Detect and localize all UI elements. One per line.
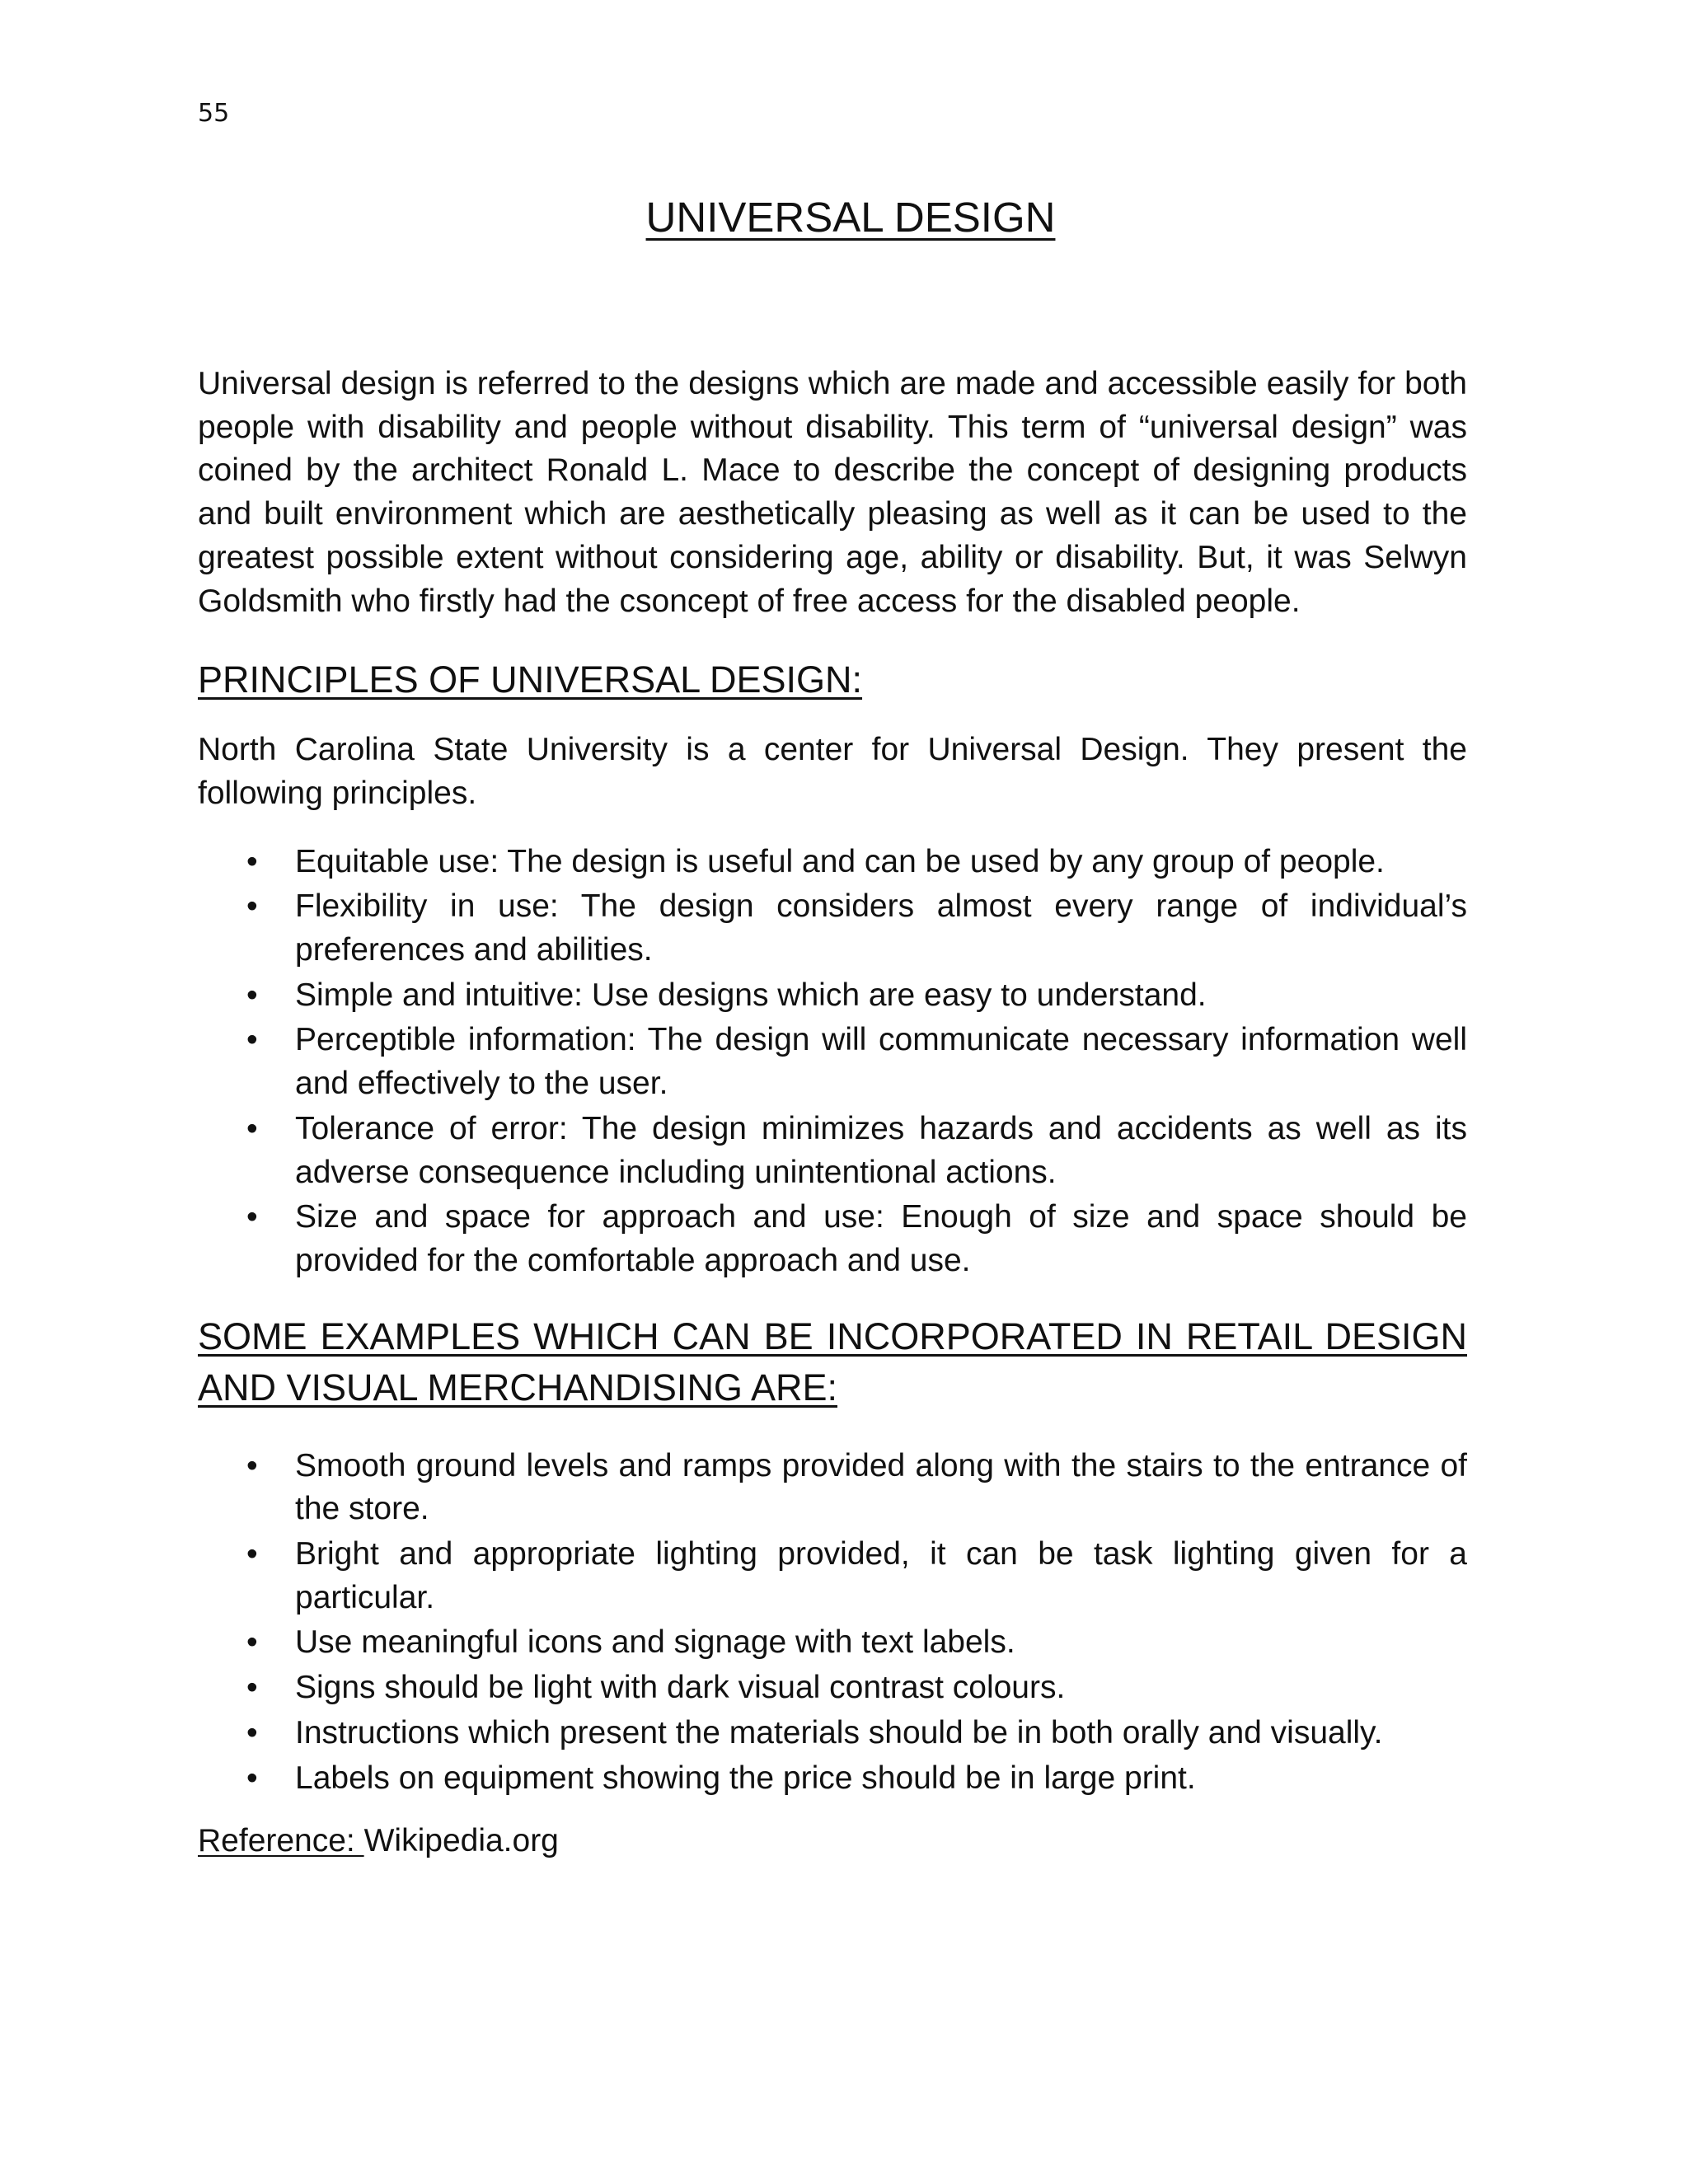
list-item: • Bright and appropriate lighting provided, it can be task lighting given for a particular. — [198, 1533, 1467, 1619]
page-number: 55 — [198, 99, 230, 128]
examples-list — [198, 1445, 1467, 1801]
principles-intro-paragraph: North Carolina State University is a center for Universal Design. They present the following principles. — [198, 732, 1467, 811]
list-item: • Size and space for approach and use: Enough of size and space should be provided for the comfortable approach and use. — [198, 1196, 1467, 1282]
list-item: • Signs should be light with dark visual contrast colours. — [198, 1666, 1467, 1710]
principles-list — [198, 841, 1467, 1283]
document-body — [198, 363, 1467, 1863]
list-item: • Simple and intuitive: Use designs which are easy to understand. — [198, 974, 1467, 1018]
list-item: • Instructions which present the materials should be in both orally and visually. — [198, 1712, 1467, 1755]
principles-heading: PRINCIPLES OF UNIVERSAL DESIGN: — [198, 658, 863, 701]
document-title — [0, 191, 1688, 244]
intro-paragraph: Universal design is referred to the designs which are made and accessible easily for both people with disability and people without disability. This term of “universal design” was coined by the architect Ronald L. Mace to describe the concept of designing products and built environment which are aesthetically pleasing as well as it can be used to the greatest possible extent without considering age, ability or disability. But, it was Selwyn Goldsmith who firstly had the csoncept of free access for the disabled people. — [198, 366, 1467, 619]
list-item: • Flexibility in use: The design considers almost every range of individual’s preferences and abilities. — [198, 885, 1467, 972]
list-item: • Smooth ground levels and ramps provided along with the stairs to the entrance of the store. — [198, 1445, 1467, 1531]
reference-line — [198, 1820, 1467, 1863]
list-item: • Use meaningful icons and signage with text labels. — [198, 1621, 1467, 1665]
document-title-text: UNIVERSAL DESIGN — [645, 194, 1056, 241]
list-item: • Equitable use: The design is useful and can be used by any group of people. — [198, 841, 1467, 884]
list-item: • Tolerance of error: The design minimizes hazards and accidents as well as its adverse consequence including unintentional actions. — [198, 1108, 1467, 1194]
list-item: • Perceptible information: The design will communicate necessary information well and effectively to the user. — [198, 1019, 1467, 1105]
reference-label: Reference: — [198, 1823, 364, 1859]
list-item: • Labels on equipment showing the price should be in large print. — [198, 1757, 1467, 1801]
reference-source: Wikipedia.org — [363, 1823, 559, 1859]
examples-heading: SOME EXAMPLES WHICH CAN BE INCORPORATED IN RETAIL DESIGN AND VISUAL MERCHANDISING ARE: — [198, 1315, 1467, 1408]
